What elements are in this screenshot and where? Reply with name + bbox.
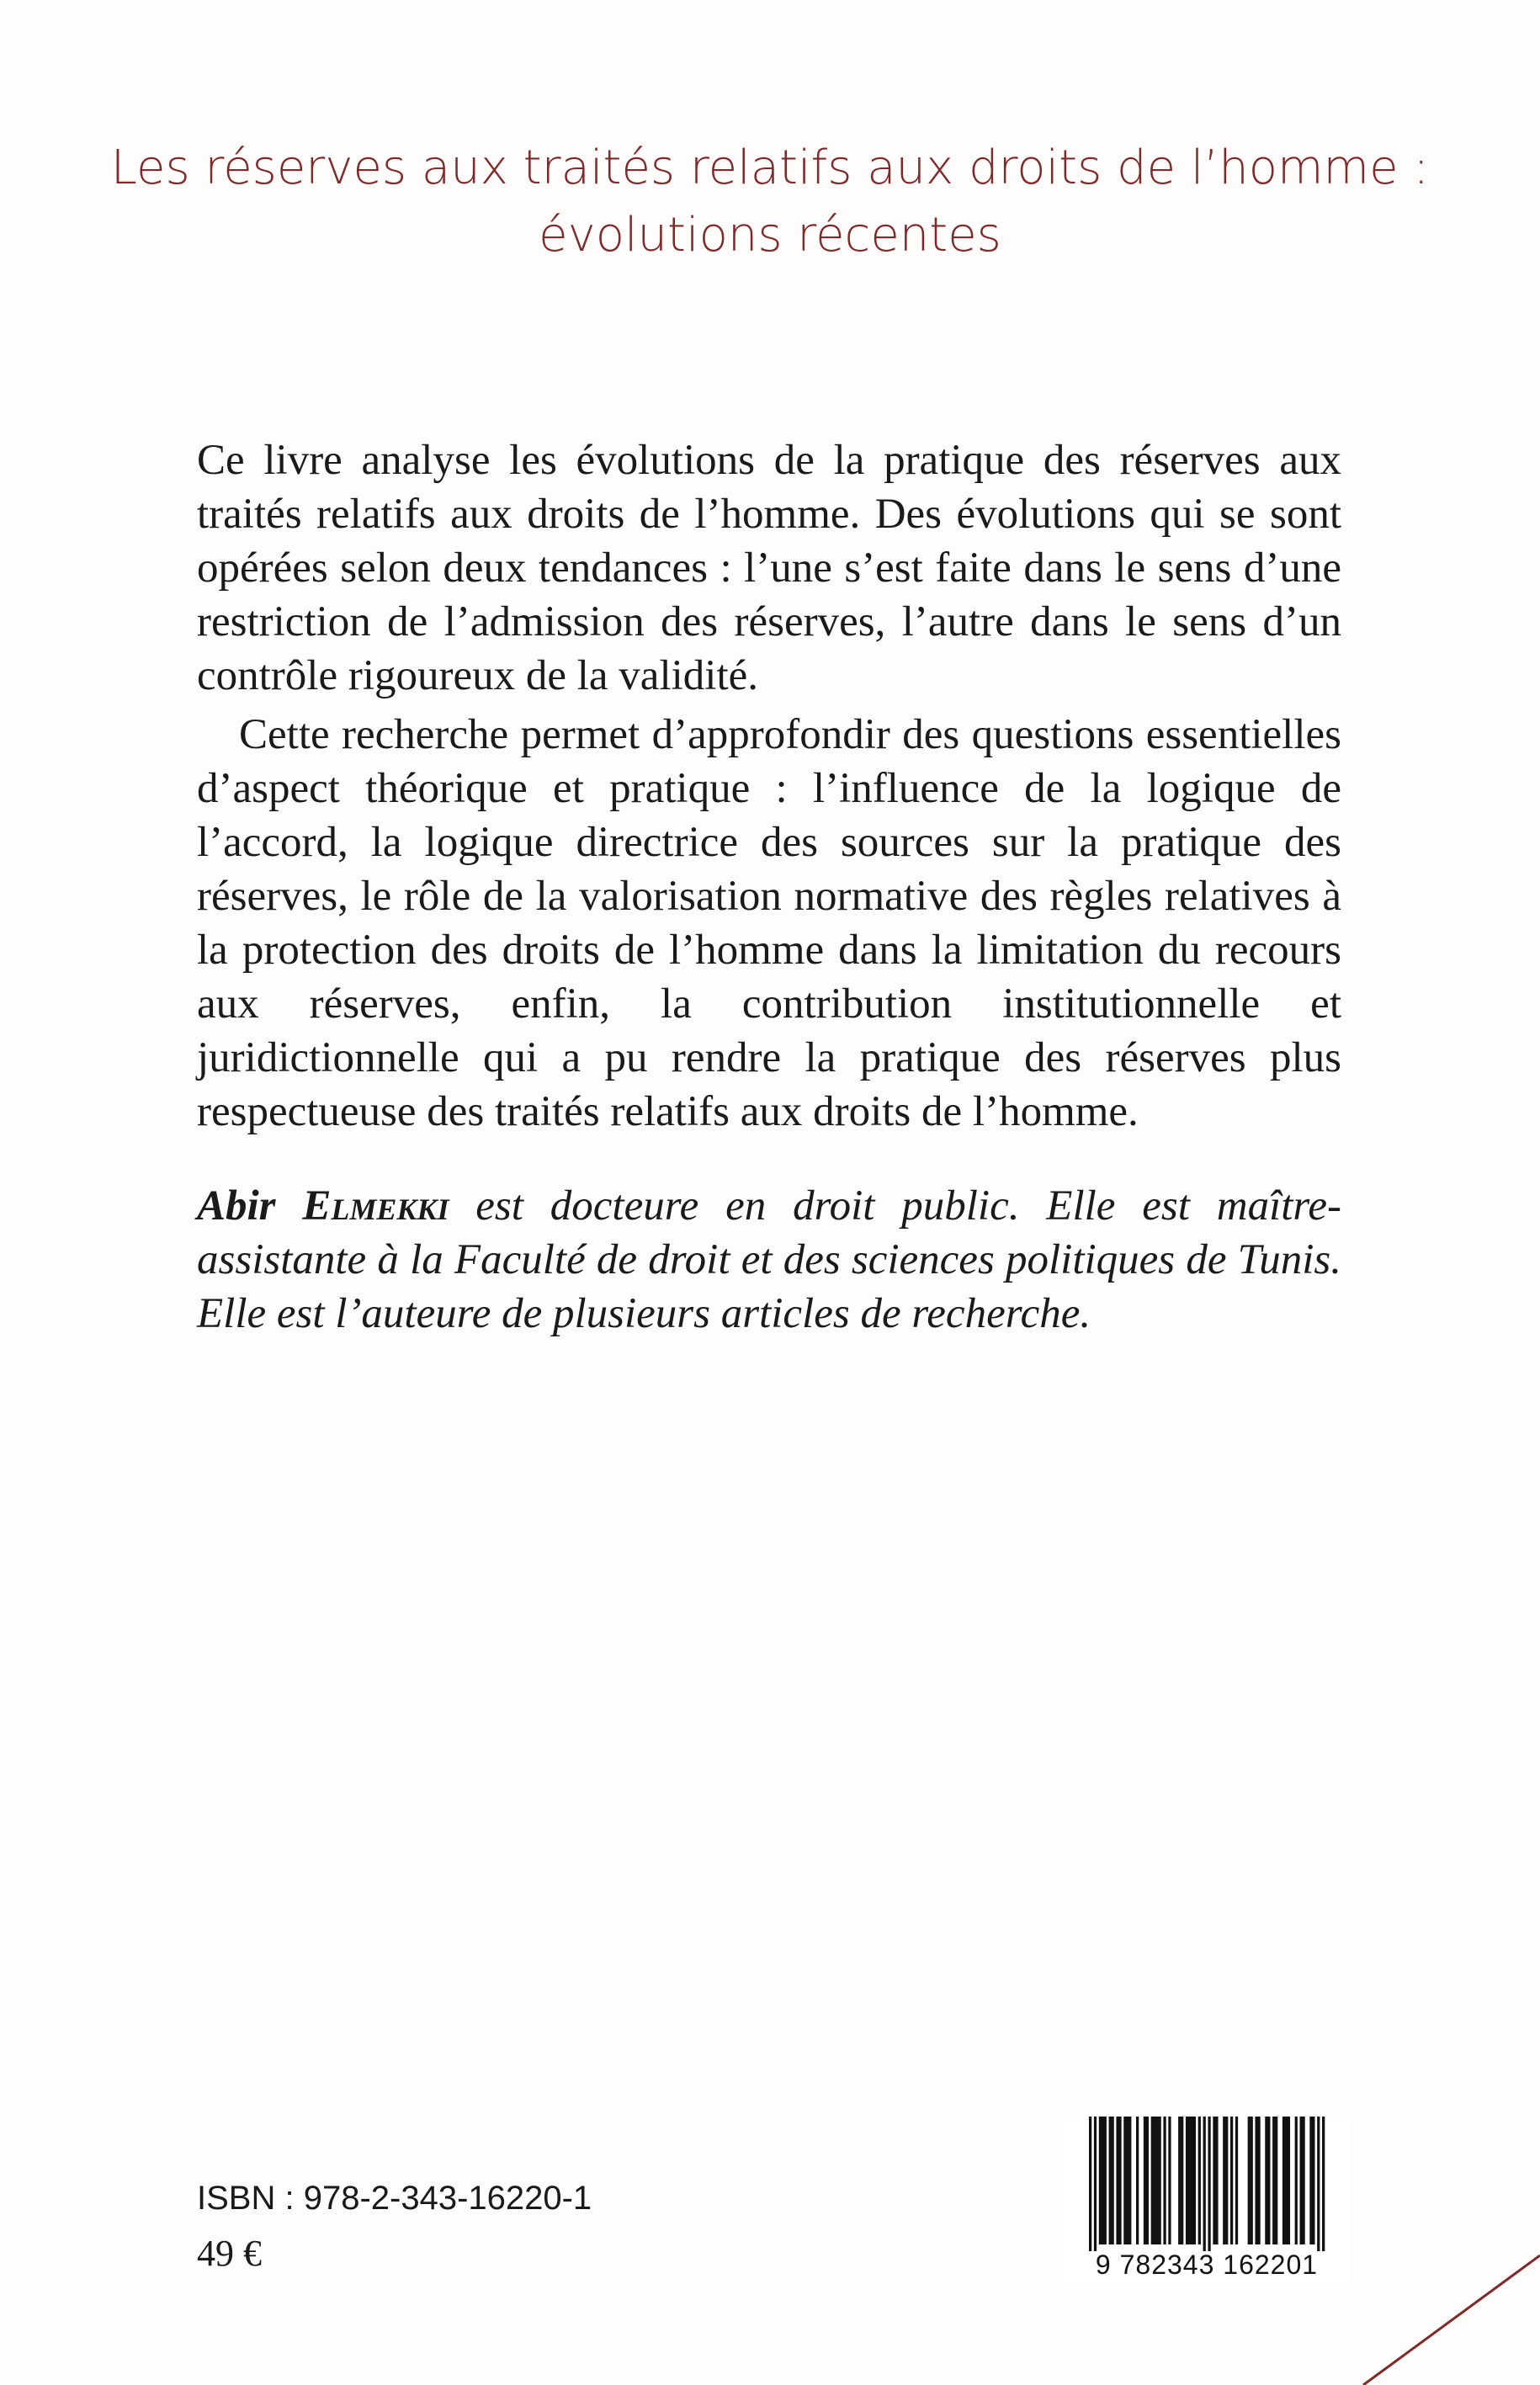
barcode-digits: 9 782343 162201	[1095, 2250, 1319, 2280]
price: 49 €	[197, 2233, 262, 2274]
summary-paragraph-2: Cette recherche permet d’approfondir des questions essentielles d’aspect théorique et pratique : l’influence de la logique de l’accord, la logique directrice des sources sur la pratique des réserves, le rôle de la valorisation normative des règles relatives à la protection des droits de l’homme dans la limitation du recours aux réserves, enfin, la contribution institutionnelle et juridictionnelle qui a pu rendre la pratique des réserves plus respectueuse des traités relatifs aux droits de l’homme.	[197, 711, 1341, 1135]
author-last-name: Elmekki	[302, 1182, 449, 1230]
isbn: ISBN : 978-2-343-16220-1	[197, 2180, 592, 2217]
author-first-name: Abir	[197, 1182, 276, 1230]
author-bio-text: est docteure en droit public. Elle est maître-assistante à la Faculté de droit et des sciences politiques de Tunis. Elle est l’auteure de plusieurs articles de recherche.	[197, 1182, 1341, 1337]
summary-paragraph-1: Ce livre analyse les évolutions de la pratique des réserves aux traités relatifs aux droits de l’homme. Des évolutions qui se sont opérées selon deux tendances : l’une s’est faite dans le sens d’une restriction de l’admission des réserves, l’autre dans le sens d’un contrôle rigoureux de la validité.	[197, 437, 1341, 699]
book-title-line-2: évolutions récentes	[539, 208, 1001, 263]
book-title-line-1: Les réserves aux traités relatifs aux droits de l’homme :	[110, 141, 1430, 195]
